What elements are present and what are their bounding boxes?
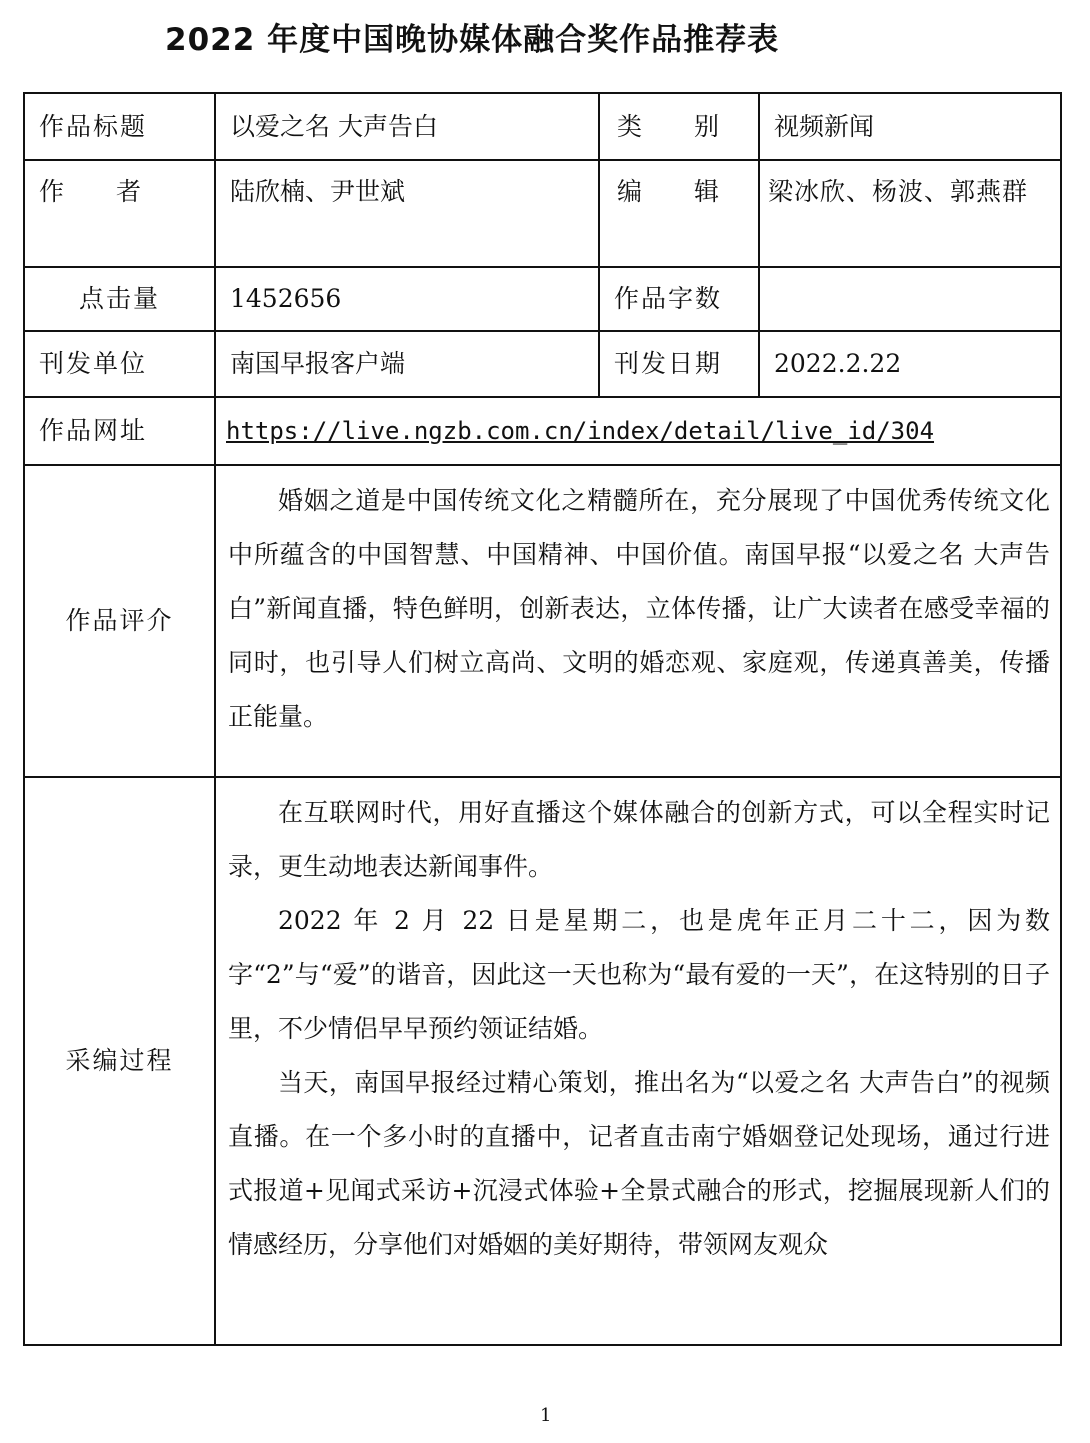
document-title: 2022 年度中国晚协媒体融合奖作品推荐表 [165,22,780,58]
publisher-value: 南国早报客户端 [215,331,599,397]
publisher-label: 刊发单位 [24,331,215,397]
process-paragraph: 2022 年 2 月 22 日是星期二，也是虎年正月二十二，因为数字“2”与“爱”的谐音，因此这一天也称为“最有爱的一天”，在这特别的日子里，不少情侣早早预约领证结婚。 [228,906,1050,1043]
row-review [24,465,1061,777]
work-url-link[interactable]: https://live.ngzb.com.cn/index/detail/live_id/304 [226,417,935,445]
row-url [24,397,1061,465]
page-number: 1 [540,1405,552,1426]
word-count-value [759,267,1061,331]
review-label: 作品评介 [24,465,215,777]
process-paragraph: 在互联网时代，用好直播这个媒体融合的创新方式，可以全程实时记录，更生动地表达新闻事件。 [228,798,1050,881]
row-work-title [24,93,1061,160]
category-label: 类 别 [599,93,759,160]
work-title-value: 以爱之名 大声告白 [215,93,599,160]
recommendation-form-table [23,92,1062,1346]
author-value: 陆欣楠、尹世斌 [215,160,599,267]
category-value: 视频新闻 [759,93,1061,160]
row-publisher [24,331,1061,397]
clicks-label: 点击量 [24,267,215,331]
word-count-label: 作品字数 [599,267,759,331]
process-paragraph: 当天，南国早报经过精心策划，推出名为“以爱之名 大声告白”的视频直播。在一个多小时的直播中，记者直击南宁婚姻登记处现场，通过行进式报道+见闻式采访+沉浸式体验+全景式融合的形式，挖掘展现新人们的情感经历，分享他们对婚姻的美好期待，带领网友观众 [228,1068,1050,1259]
author-label: 作 者 [24,160,215,267]
work-title-label: 作品标题 [24,93,215,160]
clicks-value: 1452656 [215,267,599,331]
publish-date-label: 刊发日期 [599,331,759,397]
row-process [24,777,1061,1345]
row-clicks [24,267,1061,331]
process-label: 采编过程 [24,777,215,1345]
editor-label: 编 辑 [599,160,759,267]
review-text: 婚姻之道是中国传统文化之精髓所在，充分展现了中国优秀传统文化中所蕴含的中国智慧、中国精神、中国价值。南国早报“以爱之名 大声告白”新闻直播，特色鲜明，创新表达，立体传播，让广大读者在感受幸福的同时，也引导人们树立高尚、文明的婚恋观、家庭观，传递真善美，传播正能量。 [228,486,1050,731]
row-author [24,160,1061,267]
publish-date-value: 2022.2.22 [759,331,1061,397]
editor-value: 梁冰欣、杨波、郭燕群 [759,160,1061,267]
url-label: 作品网址 [24,397,215,465]
